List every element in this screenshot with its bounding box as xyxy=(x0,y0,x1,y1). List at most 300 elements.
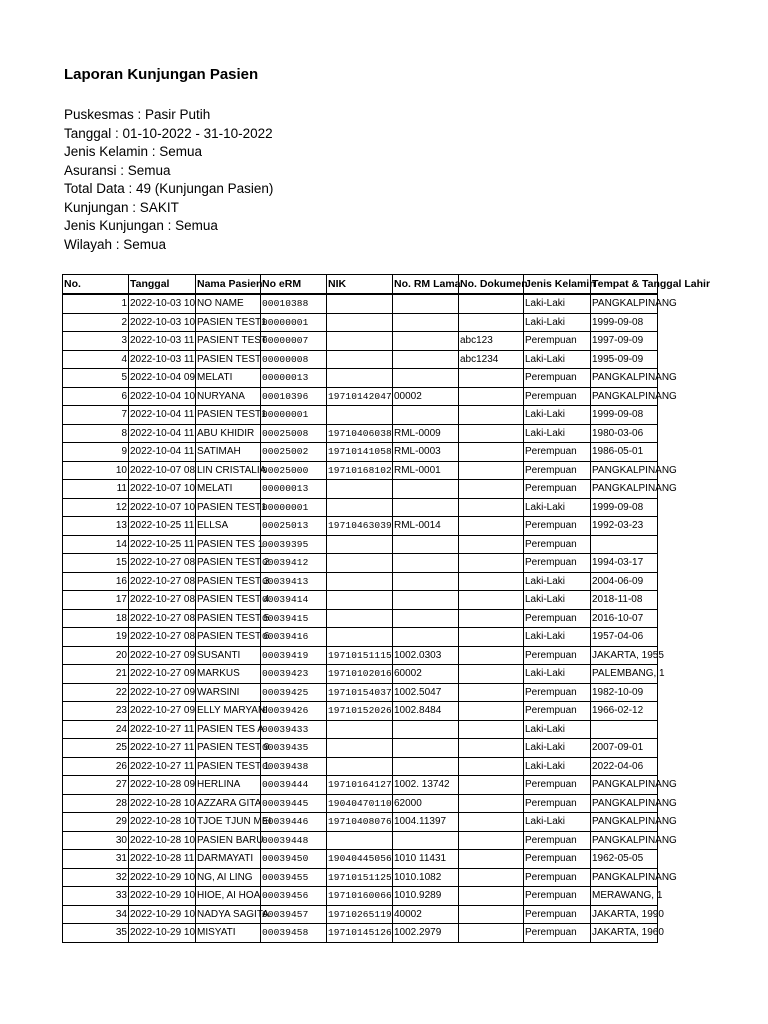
table-row xyxy=(63,683,658,702)
meta-line: Wilayah : Semua xyxy=(64,236,167,252)
col-nik-cell: 19710145126 xyxy=(327,924,393,943)
table-row xyxy=(63,554,658,573)
meta-line: Kunjungan : SAKIT xyxy=(64,199,179,215)
col-tempat-tanggal-lahir-cell: 1966-02-12 xyxy=(591,702,658,721)
col-no-cell: 15 xyxy=(63,554,129,573)
table-row xyxy=(63,739,658,758)
page-title: Laporan Kunjungan Pasien xyxy=(64,66,259,83)
col-jenis-kelamin-cell: Perempuan xyxy=(524,776,591,795)
col-no-dokumen-cell xyxy=(459,591,524,610)
col-no-erm-cell: 00039425 xyxy=(261,683,327,702)
meta-line: Jenis Kunjungan : Semua xyxy=(64,218,218,233)
col-no-erm-cell: 00000001 xyxy=(261,313,327,332)
col-nama-pasien-cell: PASIEN TEST 6 xyxy=(196,628,261,647)
col-jenis-kelamin-cell: Perempuan xyxy=(524,554,591,573)
table-row xyxy=(63,517,658,536)
col-no-rm-lama-cell xyxy=(393,480,459,499)
col-no-rm-lama-cell: 00002 xyxy=(393,387,459,406)
col-no-dokumen-cell: abc1234 xyxy=(459,350,524,369)
col-no-cell: 20 xyxy=(63,646,129,665)
col-no-rm-lama-cell xyxy=(393,609,459,628)
col-no-cell: 17 xyxy=(63,591,129,610)
col-tanggal-cell: 2022-10-03 11 xyxy=(129,350,196,369)
header-tanggal: Tanggal xyxy=(129,275,196,295)
col-nik-cell xyxy=(327,313,393,332)
col-no-cell: 22 xyxy=(63,683,129,702)
col-tempat-tanggal-lahir-cell: PALEMBANG, 1 xyxy=(591,665,658,684)
col-tempat-tanggal-lahir-cell: PANGKALPINANG xyxy=(591,776,658,795)
header-no-dokumen: No. Dokumen xyxy=(459,275,524,295)
col-tempat-tanggal-lahir-cell: JAKARTA, 1960 xyxy=(591,924,658,943)
col-no-rm-lama-cell xyxy=(393,591,459,610)
col-jenis-kelamin-cell: Perempuan xyxy=(524,387,591,406)
col-nik-cell: 19710102016 xyxy=(327,665,393,684)
header-no: No. xyxy=(63,275,129,295)
col-no-erm-cell: 00039416 xyxy=(261,628,327,647)
col-no-erm-cell: 00039414 xyxy=(261,591,327,610)
table-row xyxy=(63,498,658,517)
col-nik-cell xyxy=(327,406,393,425)
col-no-dokumen-cell xyxy=(459,868,524,887)
col-no-cell: 2 xyxy=(63,313,129,332)
col-no-cell: 33 xyxy=(63,887,129,906)
col-no-erm-cell: 00039438 xyxy=(261,757,327,776)
col-nik-cell xyxy=(327,739,393,758)
col-tanggal-cell: 2022-10-28 10 xyxy=(129,813,196,832)
col-nama-pasien-cell: MISYATI xyxy=(196,924,261,943)
col-no-cell: 34 xyxy=(63,905,129,924)
table-row xyxy=(63,757,658,776)
table-row xyxy=(63,868,658,887)
header-nama-pasien: Nama Pasien xyxy=(196,275,261,295)
col-nik-cell: 19710151115 xyxy=(327,646,393,665)
table-row xyxy=(63,461,658,480)
col-tempat-tanggal-lahir-cell: PANGKALPINANG xyxy=(591,294,658,313)
col-no-rm-lama-cell xyxy=(393,294,459,313)
table-row xyxy=(63,572,658,591)
col-jenis-kelamin-cell: Perempuan xyxy=(524,609,591,628)
col-nik-cell xyxy=(327,609,393,628)
col-tanggal-cell: 2022-10-28 09 xyxy=(129,776,196,795)
col-nama-pasien-cell: PASIEN TEST 2 xyxy=(196,554,261,573)
col-tanggal-cell: 2022-10-28 10 xyxy=(129,831,196,850)
col-nama-pasien-cell: ELLY MARYANI xyxy=(196,702,261,721)
col-nik-cell xyxy=(327,332,393,351)
col-no-cell: 35 xyxy=(63,924,129,943)
table-row xyxy=(63,406,658,425)
col-no-erm-cell: 00039433 xyxy=(261,720,327,739)
col-no-erm-cell: 00039448 xyxy=(261,831,327,850)
col-tempat-tanggal-lahir-cell: PANGKALPINANG xyxy=(591,369,658,388)
col-tempat-tanggal-lahir-cell: PANGKALPINANG xyxy=(591,480,658,499)
col-no-dokumen-cell xyxy=(459,609,524,628)
col-jenis-kelamin-cell: Laki-Laki xyxy=(524,498,591,517)
table-row xyxy=(63,720,658,739)
col-nik-cell: 19710168102 xyxy=(327,461,393,480)
col-nama-pasien-cell: TJOE TJUN MEI xyxy=(196,813,261,832)
col-tanggal-cell: 2022-10-07 10 xyxy=(129,480,196,499)
table-row xyxy=(63,628,658,647)
col-no-rm-lama-cell: 1002.5047 xyxy=(393,683,459,702)
col-no-cell: 16 xyxy=(63,572,129,591)
col-tempat-tanggal-lahir-cell xyxy=(591,535,658,554)
col-tempat-tanggal-lahir-cell: PANGKALPINANG xyxy=(591,387,658,406)
table-row xyxy=(63,424,658,443)
col-no-cell: 7 xyxy=(63,406,129,425)
report-meta xyxy=(64,106,273,254)
col-tanggal-cell: 2022-10-28 10 xyxy=(129,794,196,813)
col-jenis-kelamin-cell: Perempuan xyxy=(524,887,591,906)
meta-line: Total Data : 49 (Kunjungan Pasien) xyxy=(64,181,274,196)
col-nama-pasien-cell: MELATI xyxy=(196,480,261,499)
col-tempat-tanggal-lahir-cell: PANGKALPINANG xyxy=(591,461,658,480)
col-tempat-tanggal-lahir-cell: 1980-03-06 xyxy=(591,424,658,443)
col-no-cell: 10 xyxy=(63,461,129,480)
col-no-dokumen-cell xyxy=(459,887,524,906)
col-no-cell: 29 xyxy=(63,813,129,832)
col-no-erm-cell: 00000001 xyxy=(261,498,327,517)
col-nama-pasien-cell: SATIMAH xyxy=(196,443,261,462)
col-no-erm-cell: 00039456 xyxy=(261,887,327,906)
col-nama-pasien-cell: ABU KHIDIR xyxy=(196,424,261,443)
col-tempat-tanggal-lahir-cell: 1999-09-08 xyxy=(591,313,658,332)
col-tanggal-cell: 2022-10-29 10 xyxy=(129,924,196,943)
col-tanggal-cell: 2022-10-03 11 xyxy=(129,332,196,351)
col-jenis-kelamin-cell: Laki-Laki xyxy=(524,591,591,610)
col-nik-cell xyxy=(327,757,393,776)
col-no-rm-lama-cell xyxy=(393,720,459,739)
col-tanggal-cell: 2022-10-25 11 xyxy=(129,517,196,536)
col-no-erm-cell: 00039455 xyxy=(261,868,327,887)
col-nik-cell xyxy=(327,294,393,313)
col-no-cell: 32 xyxy=(63,868,129,887)
col-no-dokumen-cell xyxy=(459,313,524,332)
col-nik-cell: 19710406038 xyxy=(327,424,393,443)
col-tempat-tanggal-lahir-cell: 1962-05-05 xyxy=(591,850,658,869)
col-jenis-kelamin-cell: Perempuan xyxy=(524,517,591,536)
col-nama-pasien-cell: PASIEN TEST1 xyxy=(196,313,261,332)
col-tempat-tanggal-lahir-cell: 1982-10-09 xyxy=(591,683,658,702)
col-no-rm-lama-cell xyxy=(393,350,459,369)
patient-visit-table xyxy=(62,274,711,943)
col-no-dokumen-cell xyxy=(459,498,524,517)
col-no-erm-cell: 00039413 xyxy=(261,572,327,591)
col-nama-pasien-cell: NO NAME xyxy=(196,294,261,313)
col-tanggal-cell: 2022-10-04 09 xyxy=(129,369,196,388)
col-no-erm-cell: 00000013 xyxy=(261,480,327,499)
header-jenis-kelamin: Jenis Kelamin xyxy=(524,275,591,295)
col-jenis-kelamin-cell: Laki-Laki xyxy=(524,665,591,684)
col-no-cell: 3 xyxy=(63,332,129,351)
col-no-dokumen-cell xyxy=(459,720,524,739)
table-row xyxy=(63,813,658,832)
col-jenis-kelamin-cell: Perempuan xyxy=(524,332,591,351)
col-tempat-tanggal-lahir-cell: MERAWANG, 1 xyxy=(591,887,658,906)
col-tempat-tanggal-lahir-cell: 1986-05-01 xyxy=(591,443,658,462)
col-nik-cell: 19710151125 xyxy=(327,868,393,887)
col-no-cell: 31 xyxy=(63,850,129,869)
col-nama-pasien-cell: PASIEN TES 1 xyxy=(196,535,261,554)
col-no-rm-lama-cell xyxy=(393,369,459,388)
col-no-cell: 28 xyxy=(63,794,129,813)
col-nik-cell xyxy=(327,831,393,850)
col-nik-cell xyxy=(327,720,393,739)
col-no-cell: 4 xyxy=(63,350,129,369)
table-row xyxy=(63,369,658,388)
col-no-cell: 26 xyxy=(63,757,129,776)
col-no-rm-lama-cell: RML-0014 xyxy=(393,517,459,536)
col-no-erm-cell: 00000007 xyxy=(261,332,327,351)
col-jenis-kelamin-cell: Perempuan xyxy=(524,646,591,665)
col-tempat-tanggal-lahir-cell: PANGKALPINANG xyxy=(591,868,658,887)
meta-line: Tanggal : 01-10-2022 - 31-10-2022 xyxy=(64,125,273,141)
col-tempat-tanggal-lahir-cell: PANGKALPINANG xyxy=(591,831,658,850)
col-nik-cell xyxy=(327,628,393,647)
col-no-erm-cell: 00000001 xyxy=(261,406,327,425)
col-tempat-tanggal-lahir-cell: PANGKALPINANG xyxy=(591,813,658,832)
col-nik-cell: 19040445056 xyxy=(327,850,393,869)
col-no-cell: 5 xyxy=(63,369,129,388)
col-tempat-tanggal-lahir-cell: 1992-03-23 xyxy=(591,517,658,536)
col-no-dokumen-cell xyxy=(459,294,524,313)
col-jenis-kelamin-cell: Perempuan xyxy=(524,850,591,869)
col-no-cell: 27 xyxy=(63,776,129,795)
table-row xyxy=(63,591,658,610)
col-tanggal-cell: 2022-10-28 11 xyxy=(129,850,196,869)
col-tempat-tanggal-lahir-cell: 2022-04-06 xyxy=(591,757,658,776)
col-jenis-kelamin-cell: Perempuan xyxy=(524,905,591,924)
col-no-rm-lama-cell xyxy=(393,498,459,517)
col-no-rm-lama-cell xyxy=(393,535,459,554)
col-no-rm-lama-cell xyxy=(393,406,459,425)
col-no-cell: 25 xyxy=(63,739,129,758)
col-no-dokumen-cell xyxy=(459,757,524,776)
col-jenis-kelamin-cell: Laki-Laki xyxy=(524,294,591,313)
col-no-rm-lama-cell: 1010.1082 xyxy=(393,868,459,887)
table-row xyxy=(63,294,658,313)
col-nama-pasien-cell: PASIENT TEST xyxy=(196,332,261,351)
col-tempat-tanggal-lahir-cell: JAKARTA, 1990 xyxy=(591,905,658,924)
col-no-erm-cell: 00039450 xyxy=(261,850,327,869)
col-nama-pasien-cell: LIN CRISTALIA xyxy=(196,461,261,480)
col-tanggal-cell: 2022-10-27 08 xyxy=(129,628,196,647)
col-no-dokumen-cell xyxy=(459,628,524,647)
table-row xyxy=(63,702,658,721)
col-jenis-kelamin-cell: Laki-Laki xyxy=(524,628,591,647)
col-no-dokumen-cell xyxy=(459,776,524,795)
col-tanggal-cell: 2022-10-04 11 xyxy=(129,424,196,443)
col-no-rm-lama-cell: 1002.8484 xyxy=(393,702,459,721)
col-tanggal-cell: 2022-10-04 11 xyxy=(129,443,196,462)
col-nik-cell xyxy=(327,498,393,517)
col-tanggal-cell: 2022-10-27 08 xyxy=(129,591,196,610)
meta-line: Puskesmas : Pasir Putih xyxy=(64,107,211,122)
header-no-rm-lama: No. RM Lama xyxy=(393,275,459,295)
col-no-rm-lama-cell xyxy=(393,739,459,758)
col-no-erm-cell: 00039444 xyxy=(261,776,327,795)
col-jenis-kelamin-cell: Laki-Laki xyxy=(524,313,591,332)
col-no-dokumen-cell xyxy=(459,665,524,684)
header-no-erm: No eRM xyxy=(261,275,327,295)
col-jenis-kelamin-cell: Laki-Laki xyxy=(524,406,591,425)
col-no-dokumen-cell xyxy=(459,369,524,388)
col-no-rm-lama-cell: 62000 xyxy=(393,794,459,813)
col-tanggal-cell: 2022-10-07 10 xyxy=(129,498,196,517)
col-no-rm-lama-cell: 1010.9289 xyxy=(393,887,459,906)
col-no-erm-cell: 00039419 xyxy=(261,646,327,665)
col-no-dokumen-cell xyxy=(459,554,524,573)
col-no-rm-lama-cell xyxy=(393,831,459,850)
col-tanggal-cell: 2022-10-07 08 xyxy=(129,461,196,480)
table-row xyxy=(63,665,658,684)
col-nama-pasien-cell: PASIEN TES A xyxy=(196,720,261,739)
col-nik-cell xyxy=(327,572,393,591)
col-no-rm-lama-cell: 60002 xyxy=(393,665,459,684)
col-no-rm-lama-cell xyxy=(393,332,459,351)
col-no-dokumen-cell xyxy=(459,461,524,480)
col-no-dokumen-cell xyxy=(459,517,524,536)
header-tempat-tanggal-lahir: Tempat & Tanggal Lahir xyxy=(591,275,658,295)
col-nik-cell xyxy=(327,591,393,610)
col-tanggal-cell: 2022-10-27 08 xyxy=(129,609,196,628)
col-no-rm-lama-cell: 1004.11397 xyxy=(393,813,459,832)
col-no-cell: 30 xyxy=(63,831,129,850)
col-nama-pasien-cell: PASIEN TEST 5 xyxy=(196,609,261,628)
col-no-erm-cell: 00025000 xyxy=(261,461,327,480)
table-row xyxy=(63,535,658,554)
col-tempat-tanggal-lahir-cell: JAKARTA, 1955 xyxy=(591,646,658,665)
col-no-rm-lama-cell xyxy=(393,628,459,647)
col-no-rm-lama-cell: 1002. 13742 xyxy=(393,776,459,795)
col-no-rm-lama-cell xyxy=(393,572,459,591)
col-no-erm-cell: 00025008 xyxy=(261,424,327,443)
col-nama-pasien-cell: AZZARA GITA xyxy=(196,794,261,813)
col-nik-cell: 19710160066 xyxy=(327,887,393,906)
col-tanggal-cell: 2022-10-03 10 xyxy=(129,294,196,313)
col-nama-pasien-cell: PASIEN TEST 9 xyxy=(196,739,261,758)
table-row xyxy=(63,905,658,924)
col-no-erm-cell: 00039423 xyxy=(261,665,327,684)
col-no-erm-cell: 00039445 xyxy=(261,794,327,813)
table-row xyxy=(63,332,658,351)
col-tempat-tanggal-lahir-cell: 1994-03-17 xyxy=(591,554,658,573)
col-no-cell: 13 xyxy=(63,517,129,536)
col-jenis-kelamin-cell: Perempuan xyxy=(524,831,591,850)
col-nama-pasien-cell: ELLSA xyxy=(196,517,261,536)
col-nik-cell: 19710408076 xyxy=(327,813,393,832)
col-no-cell: 6 xyxy=(63,387,129,406)
col-nama-pasien-cell: SUSANTI xyxy=(196,646,261,665)
col-tempat-tanggal-lahir-cell xyxy=(591,720,658,739)
col-tanggal-cell: 2022-10-03 10 xyxy=(129,313,196,332)
table-row xyxy=(63,609,658,628)
table-row xyxy=(63,794,658,813)
col-no-erm-cell: 00039426 xyxy=(261,702,327,721)
col-no-rm-lama-cell xyxy=(393,554,459,573)
col-jenis-kelamin-cell: Laki-Laki xyxy=(524,813,591,832)
col-nama-pasien-cell: PASIEN TEST1 xyxy=(196,406,261,425)
col-jenis-kelamin-cell: Perempuan xyxy=(524,480,591,499)
col-no-rm-lama-cell: 1010 11431 xyxy=(393,850,459,869)
col-tanggal-cell: 2022-10-27 09 xyxy=(129,683,196,702)
col-no-cell: 23 xyxy=(63,702,129,721)
col-no-erm-cell: 00025013 xyxy=(261,517,327,536)
col-jenis-kelamin-cell: Perempuan xyxy=(524,868,591,887)
col-no-rm-lama-cell xyxy=(393,313,459,332)
col-nik-cell xyxy=(327,350,393,369)
col-tanggal-cell: 2022-10-27 11 xyxy=(129,720,196,739)
col-nama-pasien-cell: MELATI xyxy=(196,369,261,388)
col-nama-pasien-cell: HERLINA xyxy=(196,776,261,795)
col-no-dokumen-cell xyxy=(459,572,524,591)
col-no-cell: 8 xyxy=(63,424,129,443)
col-no-dokumen-cell xyxy=(459,480,524,499)
table-row xyxy=(63,831,658,850)
col-tanggal-cell: 2022-10-04 10 xyxy=(129,387,196,406)
col-no-cell: 12 xyxy=(63,498,129,517)
col-nama-pasien-cell: WARSINI xyxy=(196,683,261,702)
col-nik-cell xyxy=(327,554,393,573)
col-jenis-kelamin-cell: Perempuan xyxy=(524,369,591,388)
col-no-rm-lama-cell xyxy=(393,757,459,776)
col-no-erm-cell: 00039395 xyxy=(261,535,327,554)
col-no-erm-cell: 00010388 xyxy=(261,294,327,313)
col-no-dokumen-cell xyxy=(459,794,524,813)
col-nama-pasien-cell: NG, AI LING xyxy=(196,868,261,887)
col-tempat-tanggal-lahir-cell: 1999-09-08 xyxy=(591,406,658,425)
col-tanggal-cell: 2022-10-27 09 xyxy=(129,702,196,721)
table-row xyxy=(63,313,658,332)
col-no-cell: 19 xyxy=(63,628,129,647)
col-jenis-kelamin-cell: Perempuan xyxy=(524,702,591,721)
col-no-dokumen-cell xyxy=(459,424,524,443)
col-tanggal-cell: 2022-10-29 10 xyxy=(129,887,196,906)
col-no-dokumen-cell xyxy=(459,646,524,665)
col-nama-pasien-cell: PASIEN TEST 1 xyxy=(196,757,261,776)
col-no-dokumen-cell xyxy=(459,924,524,943)
table-row xyxy=(63,924,658,943)
col-no-cell: 18 xyxy=(63,609,129,628)
col-jenis-kelamin-cell: Laki-Laki xyxy=(524,572,591,591)
col-no-erm-cell: 00039435 xyxy=(261,739,327,758)
col-no-erm-cell: 00000008 xyxy=(261,350,327,369)
col-jenis-kelamin-cell: Laki-Laki xyxy=(524,424,591,443)
col-jenis-kelamin-cell: Perempuan xyxy=(524,794,591,813)
col-tempat-tanggal-lahir-cell: 1995-09-09 xyxy=(591,350,658,369)
col-nama-pasien-cell: PASIEN TEST 3 xyxy=(196,572,261,591)
col-nik-cell: 19710142047 xyxy=(327,387,393,406)
col-jenis-kelamin-cell: Laki-Laki xyxy=(524,739,591,758)
col-no-erm-cell: 00000013 xyxy=(261,369,327,388)
col-no-rm-lama-cell: RML-0009 xyxy=(393,424,459,443)
col-no-cell: 21 xyxy=(63,665,129,684)
col-nik-cell: 19710463039 xyxy=(327,517,393,536)
col-tanggal-cell: 2022-10-04 11 xyxy=(129,406,196,425)
col-nama-pasien-cell: MARKUS xyxy=(196,665,261,684)
col-no-dokumen-cell xyxy=(459,702,524,721)
col-nama-pasien-cell: PASIEN TEST xyxy=(196,350,261,369)
col-tanggal-cell: 2022-10-29 10 xyxy=(129,868,196,887)
col-jenis-kelamin-cell: Perempuan xyxy=(524,924,591,943)
col-tempat-tanggal-lahir-cell: 1997-09-09 xyxy=(591,332,658,351)
col-no-cell: 11 xyxy=(63,480,129,499)
col-no-erm-cell: 00025002 xyxy=(261,443,327,462)
col-no-dokumen-cell xyxy=(459,905,524,924)
col-no-dokumen-cell xyxy=(459,535,524,554)
col-no-rm-lama-cell: RML-0003 xyxy=(393,443,459,462)
col-no-erm-cell: 00039458 xyxy=(261,924,327,943)
col-no-dokumen-cell xyxy=(459,443,524,462)
